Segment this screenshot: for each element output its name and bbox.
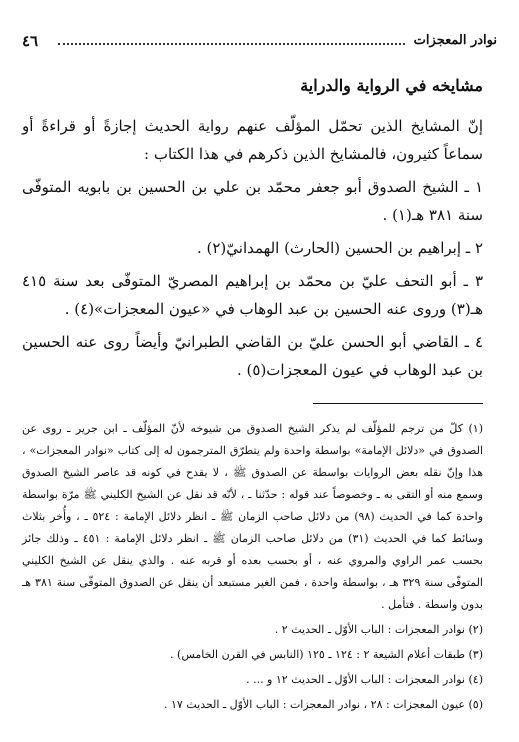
list-item: ٣ ـ أبو التحف عليّ بن محمّد بن إبراهيم المصريّ المتوفّى بعد سنة ٤١٥ هـ(٣) وروى عنه الحسين بن عبد الوهاب في «عيون المعجزات»(٤) . [22, 272, 483, 318]
list-item: ٤ ـ القاضي أبو الحسن عليّ بن القاضي الطبرانيّ وأيضاً روى عنه الحسين بن عبد الوهاب في عيون المعجزات(٥) . [22, 333, 483, 379]
intro-paragraph: إنّ المشايخ الذين تحمّل المؤلّف عنهم رواية الحديث إجازةً أو قراءةً أو سماعاً كثيرون، فالمشايخ الذين ذكرهم في هذا الكتاب : [22, 117, 483, 163]
footnote: (٣) طبقات أعلام الشيعة ٢ : ١٢٤ ـ ١٢٥ (النابس في القرن الخامس) . [170, 648, 483, 661]
main-text [22, 112, 483, 384]
footnote-separator [313, 403, 483, 404]
footnote: (٢) نوادر المعجزات : الباب الأوّل ـ الحديث ٢ . [274, 623, 483, 636]
running-title: نوادر المعجزات [413, 33, 497, 48]
section-heading: مشايخه في الرواية والدراية [300, 76, 483, 95]
footnote: (٤) نوادر المعجزات : الباب الأوّل ـ الحديث ١٢ و ... . [246, 673, 483, 686]
list-item: ١ ـ الشيخ الصدوق أبو جعفر محمّد بن علي بن الحسين بن بابويه المتوفّى سنة ٣٨١ هـ(١) . [22, 178, 483, 224]
footnotes [22, 418, 483, 716]
footnote: (٥) عيون المعجزات : ٢٨ ، نوادر المعجزات : الباب الأوّل ـ الحديث ١٧ . [164, 698, 483, 711]
list-item: ٢ ـ إبراهيم بن الحسين (الحارث) الهمدانيّ(٢) . [196, 239, 483, 257]
footnote: (١) كلّ من ترجم للمؤلّف لم يذكر الشيخ الصدوق من شيوخه لأنّ المؤلّف ـ ابن جرير ـ روى عن الصدوق في «دلائل الإمامة» بواسطة واحدة ولم يتطرّق المترجمون له إلى كتاب «نوادر المعجزات» ، هذا وإنّ نقله بعض الروايات بواسطة عن الصدوق ﷺ ، لا يقدح في كونه قد عاصر الشيخ الصدوق وسمع منه أو التقى به ـ وخصوصاً عند قوله : حدّثنا ـ ، لأنّه قد نقل عن الشيخ الكليني ﷺ مرّة بواسطة واحدة كما في الحديث (٩٨) من دلائل صاحب الزمان ﷺ ـ انظر دلائل الإمامة : ٥٢٤ ـ ، وأُخر بثلاث وسائط كما في الحديث (٣١) من دلائل صاحب الزمان ﷺ ـ انظر دلائل الإمامة : ٤٥١ ـ وذلك جائز بحسب عمر الراوي والمروي عنه ، أو بحسب بعده أو قربه عنه . والذي ينقل عن الشيخ الكليني المتوفّى سنة ٣٢٩ هـ ، بواسطة واحدة ، فمن الغير مستبعد أن ينقل عن الصدوق المتوفّى سنة ٣٨١ هـ بدون واسطة . فتأمل . [22, 422, 484, 611]
running-header [22, 30, 497, 52]
page-number: ٤٦ [22, 32, 39, 50]
leader-dots [58, 43, 405, 45]
